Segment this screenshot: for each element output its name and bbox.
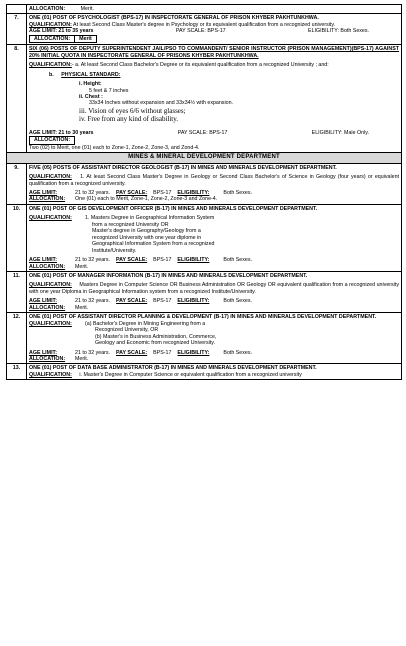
allocation-value: Merit [75,35,97,43]
age-limit: AGE LIMIT: 21 to 35 years [29,28,94,35]
allocation-label: ALLOCATION: [29,136,75,144]
allocation-label: ALLOCATION: [29,196,66,203]
vision-requirement: iii. Vision of eyes 6/6 without glasses; [79,106,186,115]
qualification-text: 1. At least Second Class Master's Degree in Geology or Second Class Bachelor's of Science in Geology (four years) or equivalent qualification from a recognized university. [29,174,399,187]
allocation-label: ALLOCATION: [29,35,75,43]
qualification-label: QUALIFICATION: [29,215,72,222]
age-limit-label: AGE LIMIT: [29,298,57,305]
allocation-value: Merit. [80,6,94,12]
serial-number: 8. [7,45,27,153]
chest-label: ii. Chest : [79,93,103,100]
table-row [7,153,402,163]
age-limit: 21 to 32 years. [75,349,111,356]
pay-scale-label: PAY SCALE: [116,257,148,264]
allocation-label: ALLOCATION: [29,6,66,12]
table-row [7,45,402,153]
qualification-text: Masters Degree in Computer Science OR Business Administration OR Geology OR equivalent qualification from a recognized university with one year Diploma in Geographical Information system from a recognized Institute/University. [29,282,399,295]
serial-number: 10. [7,204,27,271]
allocation-label: ALLOCATION: [29,304,66,311]
disability-requirement: iv. Free from any kind of disability. [79,115,179,124]
qualification-text: - a. At least Second Class Bachelor's Degree or its equivalent qualification from a recognized University ; and: [71,62,329,69]
qualification-line: (b) Master's in Business Administration, Commerce, [95,333,217,340]
serial-number: 12. [7,313,27,364]
eligibility: ELIGIBILITY: Male Only. [311,129,369,136]
allocation-value: Two (02) to Merit, one (01) each to Zone-1, Zone-2, Zone-3, and Zond-4. [29,144,200,151]
pay-scale: PAY SCALE: BPS-17 [175,28,226,35]
table-row [7,5,402,14]
pay-scale-label: PAY SCALE: [116,349,148,356]
qualification-line: (a) Bachelor's Degree in Mining Engineering from a [85,320,206,327]
eligibility: Both Sexes. [223,189,252,196]
table-row [7,364,402,380]
age-limit: AGE LIMIT: 21 to 30 years [29,129,94,136]
allocation-label: ALLOCATION: [29,263,66,270]
pay-scale: BPS-17 [153,349,172,356]
advertisement-page [6,4,402,380]
qualification-label: QUALIFICATION: [29,320,72,327]
qualification-line: Geology and Economic from recognized University. [95,340,216,347]
post-title: SIX (06) POSTS OF DEPUTY SUPERINTENDENT JAIL/PSO TO COMMANDENT/ SENIOR INSTRUCTOR (PRISON MANAGEMENT)(BPS-17) AGAINST 20% INITIAL QUOTA IN INSPECTORATE GENERAL OF PRISONS KHYBER PAKHTUNKHWA. [29,46,399,59]
pay-scale: BPS-17 [153,257,172,264]
post-title: ONE (01) POST OF MANAGER INFORMATION (B-17) IN MINES AND MINERALS DEVELOPMENT DEPARTMENT. [29,272,308,279]
pay-scale-label: PAY SCALE: [116,298,148,305]
qualification-text: i. Master's Degree in Computer Science or equivalent qualification from a recognized university [79,371,302,378]
qualification-line: Geographical Information System from a recognized [92,241,215,248]
serial-number: 9. [7,163,27,204]
qualification-label: QUALIFICATION: [29,371,72,378]
qualification-line: 1. Masters Degree in Geographical Information System [85,215,215,222]
post-title: ONE (01) POST OF GIS DEVELOPMENT OFFICER (B-17) IN MINES AND MINERALS DEVELOPMENT DEPARTMENT. [29,205,318,212]
allocation-value: One (01) each to Merit, Zone-1, Zone-2, Zone-3 and Zone-4. [75,196,218,203]
allocation-value: Merit. [75,304,89,311]
qualification-text: At least Second Class Master's degree in Psychology or its equivalent qualification from a recognized university. [73,21,336,28]
post-title: ONE (01) POST OF DATA BASE ADMINISTRATOR (B-17) IN MINES AND MINERALS DEVELOPMENT DEPARTMENT. [29,365,317,372]
eligibility: ELIGIBILITY: Both Sexes. [308,28,369,35]
post-title: FIVE (05) POSTS OF ASSISTANT DIRECTOR GEOLOGIST (B-17) IN MINES AND MINERALS DEVELOPMENT DEPARTMENT. [29,164,337,171]
qualification-line: Recognized University, OR [95,327,159,334]
age-limit: 21 to 32 years. [75,189,111,196]
serial-number: 11. [7,271,27,312]
eligibility-label: ELIGIBILITY: [177,257,210,264]
eligibility-label: ELIGIBILITY: [177,349,210,356]
height-label: i. Height: [79,81,102,88]
pay-scale: BPS-17 [153,298,172,305]
qualification-label: QUALIFICATION: [29,21,72,28]
allocation-value: Merit. [75,263,89,270]
qualification-label: QUALIFICATION: [29,282,72,289]
height-value: 5 feet & 7 inches [89,87,129,94]
post-title: ONE (01) POST OF PSYCHOLOGIST (BPS-17) IN INSPECTORATE GENERAL OF PRISON KHYBER PAKHTUNKHWA. [29,15,319,22]
age-limit-label: AGE LIMIT: [29,349,57,356]
eligibility: Both Sexes. [223,298,252,305]
eligibility: Both Sexes. [223,349,252,356]
serial-number: 13. [7,364,27,380]
department-heading: MINES & MINERAL DEVELOPMENT DEPARTMENT [7,153,402,163]
chest-value: 33x34 Inches without expansion and 33x34½ with expansion. [89,100,233,107]
eligibility-label: ELIGIBILITY: [177,189,210,196]
posts-table [6,4,402,380]
age-limit: 21 to 32 years. [75,257,111,264]
allocation-label: ALLOCATION: [29,355,66,362]
eligibility-label: ELIGIBILITY: [177,298,210,305]
table-row [7,271,402,312]
post-title: ONE (01) POST OF ASSISTANT DIRECTOR PLANNING & DEVELOPMENT (B-17) IN MINES AND MINERALS DEVELOPMENT DEPARTMENT. [29,314,377,321]
sub-item-marker: b. [49,71,54,78]
qualification-line: Master's degree in Geography/Geology from a [92,228,201,235]
qualification-label: QUALIFICATION: [29,62,72,69]
qualification-line: Institute/University. [92,247,137,254]
qualification-line: from a recognized University OR [92,221,169,228]
table-row [7,204,402,271]
age-limit: 21 to 32 years. [75,298,111,305]
pay-scale: PAY SCALE: BPS-17 [177,129,228,136]
qualification-line: recognized University with one year diplome in [92,234,202,241]
pay-scale: BPS-17 [153,189,172,196]
eligibility: Both Sexes. [223,257,252,264]
allocation-value: Merit. [75,355,89,362]
age-limit-label: AGE LIMIT: [29,189,57,196]
qualification-label: QUALIFICATION: [29,174,72,181]
age-limit-label: AGE LIMIT: [29,257,57,264]
table-row [7,313,402,364]
serial-number: 7. [7,14,27,45]
pay-scale-label: PAY SCALE: [116,189,148,196]
table-row [7,14,402,45]
table-row [7,163,402,204]
physical-standard-heading: PHYSICAL STANDARD: [61,71,121,78]
